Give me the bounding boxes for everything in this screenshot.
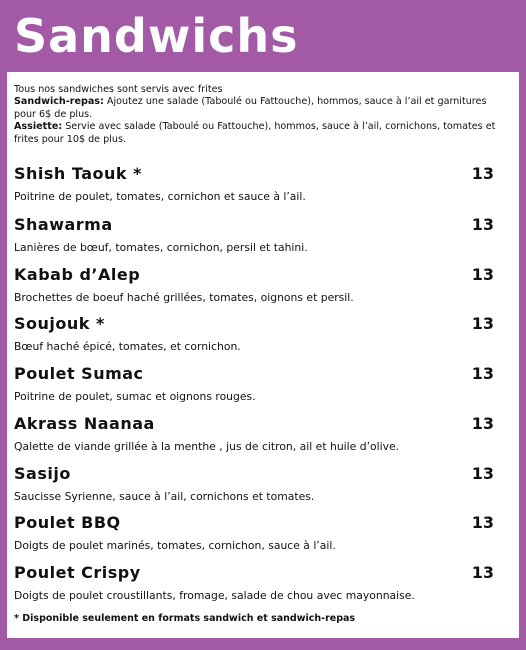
- combo-text: Ajoutez une salade (Taboulé ou Fattouche), hommos, sauce à l’ail et garnitures pour 6$ de plus.: [14, 96, 487, 120]
- item-name: Poulet BBQ: [14, 513, 121, 532]
- combo-label: Sandwich-repas:: [14, 96, 104, 108]
- item-name: Shawarma: [14, 215, 113, 234]
- item-price: 13: [471, 215, 494, 234]
- item-description: Poitrine de poulet, tomates, cornichon et sauce à l’ail.: [14, 190, 306, 203]
- item-price: 13: [471, 265, 494, 284]
- item-price: 13: [471, 464, 494, 483]
- item-description: Saucisse Syrienne, sauce à l’ail, cornichons et tomates.: [14, 490, 315, 503]
- page-title: Sandwichs: [14, 9, 299, 63]
- item-name: Poulet Crispy: [14, 563, 141, 582]
- item-description: Doigts de poulet marinés, tomates, cornichon, sauce à l’ail.: [14, 539, 336, 552]
- item-name: Poulet Sumac: [14, 364, 144, 383]
- item-name: Akrass Naanaa: [14, 414, 155, 433]
- menu-panel: [7, 72, 519, 638]
- item-description: Qalette de viande grillée à la menthe , jus de citron, ail et huile d’olive.: [14, 440, 400, 453]
- item-price: 13: [471, 563, 494, 582]
- item-name: Sasijo: [14, 464, 71, 483]
- item-description: Bœuf haché épicé, tomates, et cornichon.: [14, 340, 241, 353]
- intro-text: [14, 84, 504, 146]
- item-description: Doigts de poulet croustillants, fromage, salade de chou avec mayonnaise.: [14, 589, 415, 602]
- item-name: Soujouk *: [14, 314, 105, 333]
- item-description: Lanières de bœuf, tomates, cornichon, persil et tahini.: [14, 241, 308, 254]
- combo-info: [14, 96, 504, 121]
- intro-line: Tous nos sandwiches sont servis avec frites: [14, 84, 223, 95]
- header: [0, 0, 526, 72]
- footnote: * Disponible seulement en formats sandwich et sandwich-repas: [14, 613, 356, 624]
- item-description: Brochettes de boeuf haché grillées, tomates, oignons et persil.: [14, 291, 354, 304]
- item-price: 13: [471, 414, 494, 433]
- item-description: Poitrine de poulet, sumac et oignons rouges.: [14, 390, 256, 403]
- plate-label: Assiette:: [14, 121, 63, 133]
- plate-info: [14, 121, 504, 146]
- item-name: Shish Taouk *: [14, 164, 142, 183]
- item-price: 13: [471, 164, 494, 183]
- plate-text: Servie avec salade (Taboulé ou Fattouche), hommos, sauce à l’ail, cornichons, tomates et frites pour 10$ de plus.: [14, 121, 496, 145]
- item-name: Kabab d’Alep: [14, 265, 141, 284]
- item-price: 13: [471, 364, 494, 383]
- item-price: 13: [471, 513, 494, 532]
- item-price: 13: [471, 314, 494, 333]
